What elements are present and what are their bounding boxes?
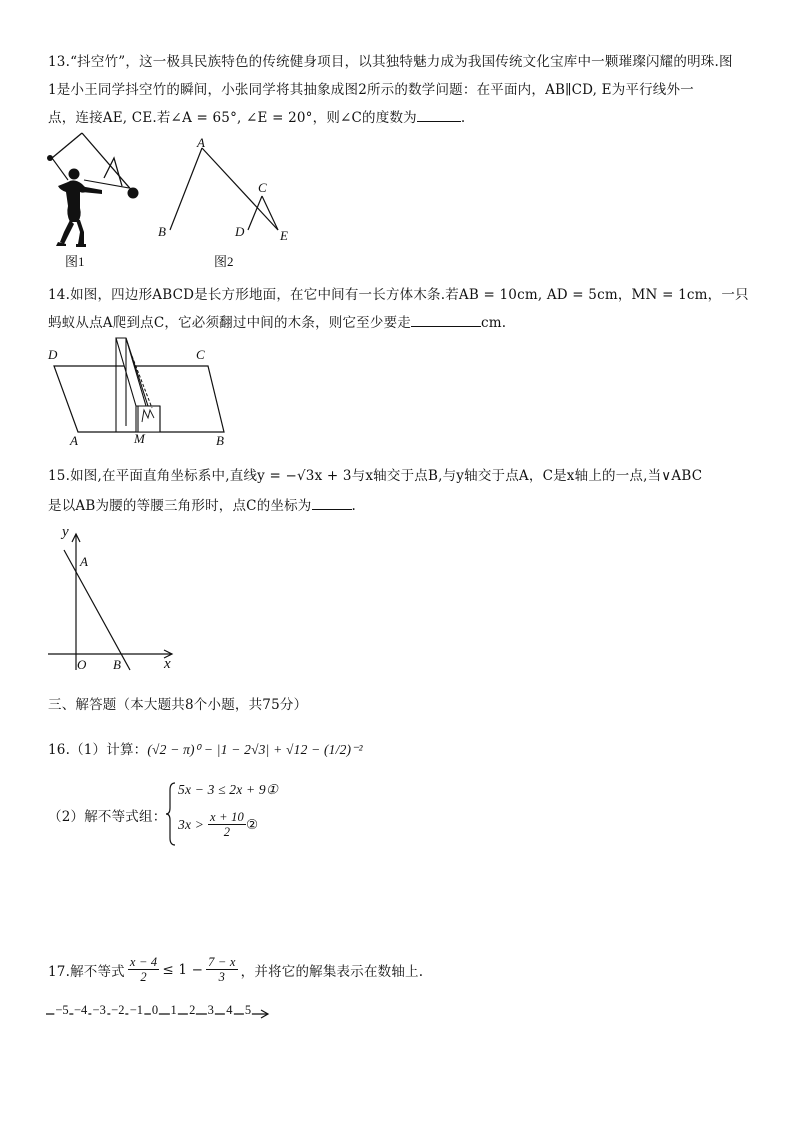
q13-line1: 13.“抖空竹”，这一极具民族特色的传统健身项目，以其独特魅力成为我国传统文化宝库中一颗璀璨闪耀的明珠.图 (48, 54, 733, 70)
number-line-tick-label: 2 (189, 1003, 196, 1017)
number-line-tick-label: 1 (170, 1003, 177, 1017)
fig2-label-a: A (197, 135, 205, 150)
q17-suffix: ，并将它的解集表示在数轴上. (240, 963, 424, 980)
q14-line1: 14.如图，四边形ABCD是长方形地面，在它中间有一长方体木条.若AB = 10cm, AD = 5cm，MN = 1cm，一只 (48, 287, 749, 303)
fig15-label-b: B (113, 657, 121, 672)
figure-1-caption: 图1 (65, 254, 85, 269)
fig15-label-a: A (80, 554, 88, 569)
number-line-tick-label: −4 (73, 1003, 88, 1017)
fig2-label-c: C (258, 180, 267, 195)
number-line-tick-label: −3 (92, 1003, 106, 1017)
q17-line (48, 955, 423, 984)
figure-14-rectangle-with-beam (48, 336, 248, 436)
fig14-label-a: A (70, 433, 78, 448)
q13-line2: 1是小王同学抖空竹的瞬间，小张同学将其抽象成图2所示的数学问题：在平面内，AB∥CD, E为平行线外一 (48, 82, 694, 98)
q13-line3-end: . (460, 110, 466, 126)
q15-line2-end: . (351, 498, 356, 514)
section-3-heading: 三、解答题（本大题共8个小题，共75分） (48, 697, 308, 713)
fig14-label-m: M (134, 431, 145, 446)
number-line-tick-label: −5 (55, 1003, 69, 1017)
q16-ineq2-fraction (208, 810, 246, 839)
fig15-label-o: O (77, 657, 87, 672)
number-line-tick-label: 0 (151, 1003, 159, 1017)
number-line-tick-label: 3 (207, 1003, 214, 1017)
q17-fraction-1 (128, 955, 159, 984)
q14-line2 (48, 311, 506, 331)
q13-line3-text: 点，连接AE, CE.若∠A = 65°, ∠E = 20°，则∠C的度数为 (48, 110, 417, 126)
answer-blank-15 (312, 496, 352, 510)
q16-inequality-1: 5x − 3 ≤ 2x + 9① (178, 782, 279, 797)
q16-part1 (48, 738, 363, 758)
fig2-label-e: E (280, 228, 288, 243)
q17-frac2-denominator: 3 (218, 970, 226, 984)
q16-ineq2-mark: ② (245, 816, 259, 833)
q17-prefix: 17.解不等式 (48, 963, 125, 980)
figure-15-coordinate-plane (44, 530, 184, 675)
q17-frac1-numerator: x − 4 (129, 955, 158, 969)
q16-inequality-2 (178, 810, 258, 839)
q17-frac2-numerator: 7 − x (208, 955, 236, 969)
q16-ineq2-left: 3x > (178, 816, 205, 832)
figure-1-diabolo-player (44, 128, 144, 253)
q16-part1-expression: (√2 − π)⁰ − |1 − 2√3| + √12 − (1/2)⁻² (147, 742, 363, 757)
fig15-label-x: x (164, 656, 171, 672)
number-line-tick-label: 4 (226, 1003, 233, 1017)
number-line-tick-label: −2 (111, 1003, 125, 1017)
q15-line2 (48, 494, 356, 514)
q16-part2-label: （2）解不等式组： (48, 809, 167, 825)
q14-line2-text: 蚂蚁从点A爬到点C，它必须翻过中间的木条，则它至少要走 (48, 315, 411, 331)
q17-mid: ≤ 1 − (162, 961, 204, 978)
q15-line1: 15.如图,在平面直角坐标系中,直线y = −√3x + 3与x轴交于点B,与y轴交于点A，C是x轴上的一点,当∨ABC (48, 468, 703, 484)
answer-blank-14 (411, 313, 481, 327)
q15-line2-text: 是以AB为腰的等腰三角形时，点C的坐标为 (48, 498, 312, 514)
q13-line3 (48, 106, 465, 126)
q17-fraction-2 (206, 955, 237, 984)
fig14-label-d: D (48, 347, 58, 362)
q16-ineq2-numerator: x + 10 (210, 810, 244, 824)
figure-2-geometry (150, 138, 300, 243)
answer-blank-13 (417, 108, 461, 122)
q14-line2-end: cm. (480, 315, 507, 331)
figure-2-caption: 图2 (214, 254, 234, 269)
fig15-label-y: y (62, 524, 69, 540)
fig2-label-d: D (235, 224, 245, 239)
q17-frac1-denominator: 2 (140, 970, 147, 984)
q16-ineq2-denominator: 2 (223, 825, 231, 839)
number-line-tick-label: 5 (244, 1003, 252, 1017)
system-brace (166, 782, 176, 846)
fig14-label-c: C (196, 347, 205, 362)
number-line-tick-label: −1 (129, 1003, 144, 1017)
fig2-label-b: B (158, 224, 166, 239)
fig14-label-b: B (216, 433, 224, 448)
q16-part1-label: 16.（1）计算： (48, 742, 148, 758)
